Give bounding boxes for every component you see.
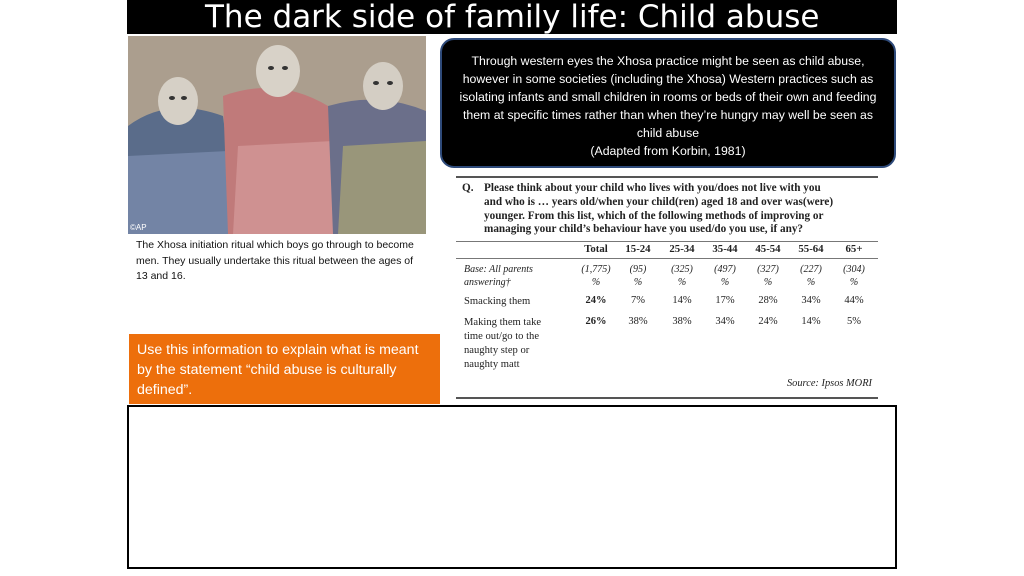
- info-citation: (Adapted from Korbin, 1981): [590, 144, 746, 158]
- survey-rule-mid: [456, 241, 878, 242]
- header-65-plus: 65+: [845, 243, 863, 255]
- cell-timeout-15-24: 38%: [628, 316, 648, 327]
- row-label-time-out: Making them take time out/go to the naughty step or naughty matt: [464, 317, 542, 370]
- xhosa-initiation-photo: [128, 36, 426, 234]
- cell-timeout-total: 26%: [585, 316, 607, 327]
- question-marker: Q.: [462, 182, 474, 194]
- base-label-line-1: Base: All parents: [464, 264, 533, 275]
- cell-smacking-55-64: 34%: [801, 295, 821, 306]
- cell-timeout-65-plus: 5%: [847, 316, 861, 327]
- base-15-24: (95) %: [629, 264, 647, 288]
- cell-timeout-35-44: 34%: [715, 316, 735, 327]
- task-prompt: Use this information to explain what is meant by the statement “child abuse is culturally defined”.: [129, 334, 440, 404]
- base-label: [464, 263, 533, 289]
- question-line-1: Please think about your child who lives with you/does not live with you: [484, 182, 821, 194]
- question-rest: and who is … years old/when your child(ren) aged 18 and over was(were) younger. From this list, which of the following methods of improving or managing your child’s behaviour have you used/do you use, if any?: [484, 195, 834, 236]
- cell-smacking-45-54: 28%: [758, 295, 778, 306]
- base-25-34: (325) %: [671, 264, 693, 288]
- header-15-24: 15-24: [625, 243, 651, 255]
- slide-title: The dark side of family life: Child abuse: [127, 0, 897, 34]
- survey-source: Source: Ipsos MORI: [786, 378, 872, 389]
- photo-illustration: [128, 36, 426, 234]
- photo-caption: The Xhosa initiation ritual which boys go through to become men. They usually undertake this ritual between the ages of 13 and 16.: [136, 239, 414, 282]
- header-total: Total: [584, 243, 608, 255]
- survey-rule-bottom: [456, 397, 878, 399]
- row-label-smacking: Smacking them: [464, 296, 531, 307]
- cell-smacking-25-34: 14%: [672, 295, 692, 306]
- header-45-54: 45-54: [755, 243, 781, 255]
- base-65-plus: (304) %: [843, 264, 865, 288]
- cell-smacking-total: 24%: [585, 295, 607, 306]
- survey-rule-header: [456, 258, 878, 259]
- base-45-54: (327) %: [757, 264, 779, 288]
- info-text: Through western eyes the Xhosa practice might be seen as child abuse, however in some societies (including the Xhosa) Western practices such as isolating infants and small children in rooms or beds of their own and feeding them at specific times rather than when they’re hungry may well be seen as child abuse: [459, 54, 877, 140]
- info-box: [440, 38, 896, 168]
- base-35-44: (497) %: [714, 264, 736, 288]
- header-25-34: 25-34: [669, 243, 695, 255]
- base-total: (1,775) %: [581, 264, 611, 288]
- survey-table: [456, 176, 878, 400]
- survey-question: [462, 182, 872, 237]
- cell-timeout-45-54: 24%: [758, 316, 778, 327]
- base-55-64: (227) %: [800, 264, 822, 288]
- base-label-line-2: answering†: [464, 277, 511, 288]
- survey-rule-top: [456, 176, 878, 178]
- cell-smacking-65-plus: 44%: [844, 295, 864, 306]
- answer-box[interactable]: [127, 405, 897, 569]
- cell-timeout-55-64: 14%: [801, 316, 821, 327]
- cell-smacking-35-44: 17%: [715, 295, 735, 306]
- cell-timeout-25-34: 38%: [672, 316, 692, 327]
- cell-smacking-15-24: 7%: [631, 295, 645, 306]
- header-55-64: 55-64: [798, 243, 824, 255]
- photo-credit: ©AP: [130, 223, 147, 232]
- header-35-44: 35-44: [712, 243, 738, 255]
